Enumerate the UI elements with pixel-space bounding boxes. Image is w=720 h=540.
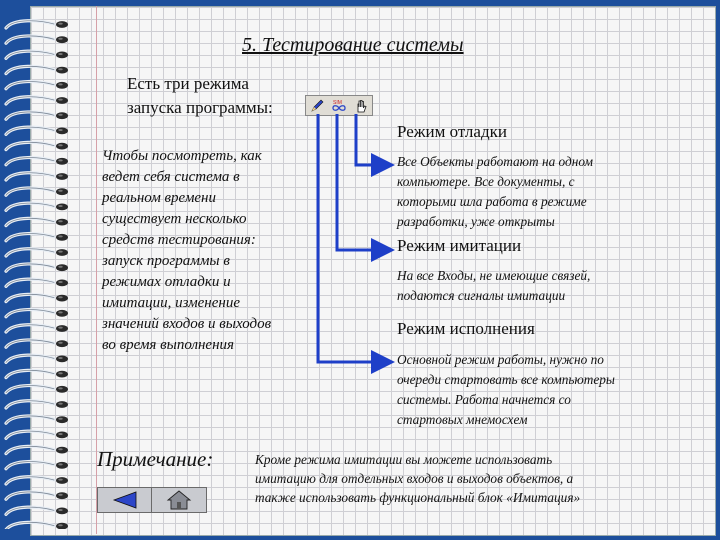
note-line: Кроме режима имитации вы можете использовать [255, 452, 553, 467]
text-line: Чтобы посмотреть, как [102, 148, 262, 164]
intro-text [127, 72, 317, 120]
run-mode-toolbar [305, 95, 373, 116]
desc-line: Основной режим работы, нужно по [397, 352, 604, 367]
spiral-binding [0, 14, 80, 529]
desc-line: стартовых мнемосхем [397, 412, 528, 427]
desc-line: очереди стартовать все компьютеры [397, 372, 615, 387]
slide-title: 5. Тестирование системы [242, 34, 464, 56]
text-line: реальном времени [102, 190, 216, 206]
text-line: значений входов и выходов [102, 316, 272, 332]
note-line: также использовать функциональный блок «Имитация» [255, 490, 581, 505]
desc-line: подаются сигналы имитации [397, 288, 566, 303]
hand-icon[interactable] [353, 98, 369, 114]
mode-title-simulation: Режим имитации [397, 236, 522, 255]
mode-desc-simulation [397, 266, 667, 306]
mode-title-runtime: Режим исполнения [397, 319, 535, 338]
text-line: запуск программы в [102, 253, 230, 269]
home-button[interactable] [151, 487, 207, 513]
back-button[interactable] [97, 487, 153, 513]
note-line: имитацию для отдельных входов и выходов объектов, а [255, 471, 574, 486]
text-line: средств тестирования: [102, 232, 256, 248]
svg-text:SIM: SIM [333, 99, 342, 106]
mode-desc-runtime [397, 350, 667, 430]
note-label: Примечание: [97, 447, 214, 471]
text-line: имитации, изменение [102, 295, 240, 311]
intro-line: Есть три режима [127, 74, 249, 93]
text-line: ведет себя система в [102, 169, 240, 185]
desc-line: Все Объекты работают на одном [397, 154, 593, 169]
text-line: во время выполнения [102, 337, 235, 353]
text-line: режимах отладки и [102, 274, 231, 290]
desc-line: разработки, уже открыты [397, 214, 555, 229]
mode-desc-debug [397, 152, 667, 232]
desc-line: На все Входы, не имеющие связей, [397, 268, 591, 283]
infinity-icon[interactable] [331, 98, 347, 114]
home-icon [166, 490, 192, 510]
note-text [255, 450, 675, 507]
pencil-icon[interactable] [309, 98, 325, 114]
desc-line: компьютере. Все документы, с [397, 174, 575, 189]
mode-title-debug: Режим отладки [397, 122, 507, 141]
left-description [102, 146, 317, 356]
desc-line: которыми шла работа в режиме [397, 194, 587, 209]
text-line: существует несколько [102, 211, 247, 227]
desc-line: системы. Работа начнется со [397, 392, 571, 407]
intro-line: запуска программы: [127, 98, 273, 117]
back-arrow-icon [110, 491, 140, 509]
